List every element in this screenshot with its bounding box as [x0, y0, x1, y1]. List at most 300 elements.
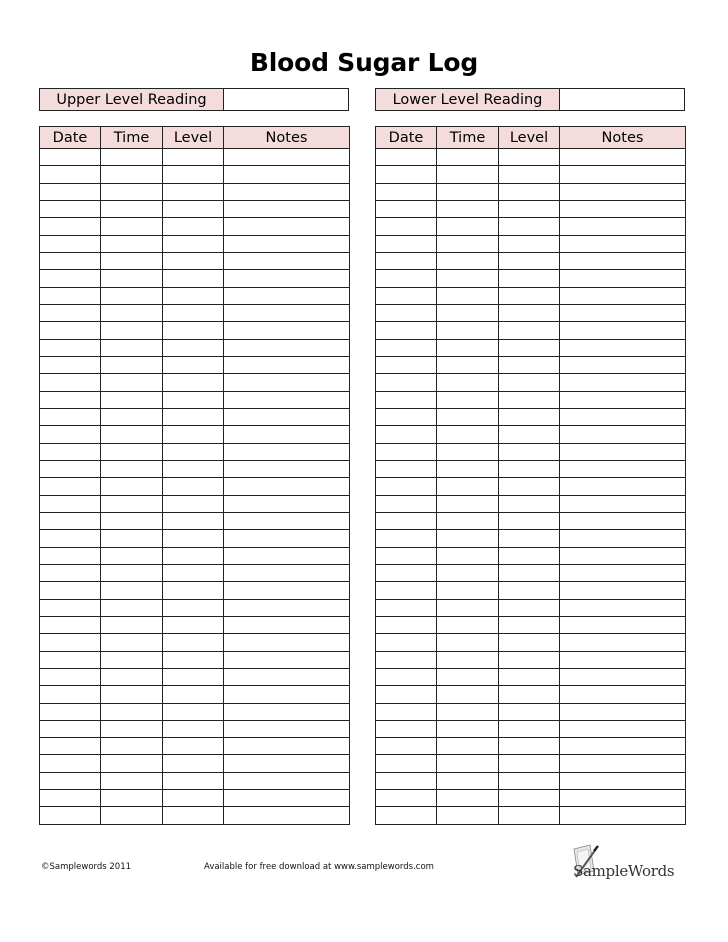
level-cell[interactable] [163, 183, 224, 200]
time-cell[interactable] [437, 166, 499, 183]
notes-cell[interactable] [560, 582, 686, 599]
time-cell[interactable] [437, 218, 499, 235]
time-cell[interactable] [101, 686, 163, 703]
time-cell[interactable] [101, 287, 163, 304]
level-cell[interactable] [499, 686, 560, 703]
time-cell[interactable] [101, 460, 163, 477]
time-cell[interactable] [101, 790, 163, 807]
time-cell[interactable] [101, 218, 163, 235]
date-cell[interactable] [376, 564, 437, 581]
time-cell[interactable] [437, 720, 499, 737]
time-cell[interactable] [437, 339, 499, 356]
level-cell[interactable] [163, 356, 224, 373]
date-cell[interactable] [376, 807, 437, 824]
notes-cell[interactable] [560, 200, 686, 217]
date-cell[interactable] [376, 738, 437, 755]
time-cell[interactable] [101, 374, 163, 391]
notes-cell[interactable] [224, 200, 350, 217]
level-cell[interactable] [499, 270, 560, 287]
notes-cell[interactable] [560, 530, 686, 547]
level-cell[interactable] [163, 460, 224, 477]
time-cell[interactable] [437, 547, 499, 564]
time-cell[interactable] [437, 322, 499, 339]
time-cell[interactable] [101, 495, 163, 512]
date-cell[interactable] [40, 738, 101, 755]
level-cell[interactable] [499, 807, 560, 824]
date-cell[interactable] [40, 149, 101, 166]
notes-cell[interactable] [560, 166, 686, 183]
notes-cell[interactable] [224, 634, 350, 651]
notes-cell[interactable] [560, 322, 686, 339]
date-cell[interactable] [40, 374, 101, 391]
level-cell[interactable] [499, 530, 560, 547]
level-cell[interactable] [163, 599, 224, 616]
date-cell[interactable] [40, 166, 101, 183]
level-cell[interactable] [499, 339, 560, 356]
level-cell[interactable] [163, 339, 224, 356]
notes-cell[interactable] [224, 738, 350, 755]
level-cell[interactable] [499, 374, 560, 391]
date-cell[interactable] [40, 772, 101, 789]
date-cell[interactable] [40, 530, 101, 547]
level-cell[interactable] [163, 252, 224, 269]
date-cell[interactable] [40, 582, 101, 599]
notes-cell[interactable] [224, 582, 350, 599]
date-cell[interactable] [40, 426, 101, 443]
date-cell[interactable] [376, 356, 437, 373]
notes-cell[interactable] [560, 720, 686, 737]
notes-cell[interactable] [560, 374, 686, 391]
notes-cell[interactable] [560, 287, 686, 304]
time-cell[interactable] [437, 668, 499, 685]
date-cell[interactable] [40, 252, 101, 269]
notes-cell[interactable] [224, 166, 350, 183]
level-cell[interactable] [499, 426, 560, 443]
level-cell[interactable] [499, 564, 560, 581]
date-cell[interactable] [40, 512, 101, 529]
time-cell[interactable] [101, 530, 163, 547]
time-cell[interactable] [101, 703, 163, 720]
time-cell[interactable] [101, 183, 163, 200]
notes-cell[interactable] [224, 391, 350, 408]
time-cell[interactable] [101, 304, 163, 321]
notes-cell[interactable] [224, 304, 350, 321]
date-cell[interactable] [40, 183, 101, 200]
notes-cell[interactable] [560, 460, 686, 477]
time-cell[interactable] [437, 530, 499, 547]
level-cell[interactable] [163, 270, 224, 287]
level-cell[interactable] [499, 651, 560, 668]
date-cell[interactable] [40, 686, 101, 703]
level-cell[interactable] [499, 790, 560, 807]
notes-cell[interactable] [224, 218, 350, 235]
date-cell[interactable] [40, 356, 101, 373]
notes-cell[interactable] [224, 408, 350, 425]
time-cell[interactable] [101, 270, 163, 287]
notes-cell[interactable] [560, 772, 686, 789]
notes-cell[interactable] [224, 720, 350, 737]
date-cell[interactable] [376, 582, 437, 599]
date-cell[interactable] [376, 270, 437, 287]
date-cell[interactable] [376, 287, 437, 304]
date-cell[interactable] [376, 755, 437, 772]
time-cell[interactable] [101, 755, 163, 772]
date-cell[interactable] [376, 235, 437, 252]
level-cell[interactable] [163, 478, 224, 495]
level-cell[interactable] [163, 200, 224, 217]
date-cell[interactable] [376, 634, 437, 651]
time-cell[interactable] [101, 772, 163, 789]
notes-cell[interactable] [560, 443, 686, 460]
notes-cell[interactable] [224, 270, 350, 287]
date-cell[interactable] [376, 668, 437, 685]
level-cell[interactable] [163, 547, 224, 564]
time-cell[interactable] [101, 547, 163, 564]
time-cell[interactable] [437, 252, 499, 269]
level-cell[interactable] [499, 478, 560, 495]
notes-cell[interactable] [224, 755, 350, 772]
level-cell[interactable] [163, 755, 224, 772]
level-cell[interactable] [499, 235, 560, 252]
date-cell[interactable] [40, 408, 101, 425]
date-cell[interactable] [40, 218, 101, 235]
notes-cell[interactable] [224, 495, 350, 512]
level-cell[interactable] [163, 564, 224, 581]
date-cell[interactable] [376, 478, 437, 495]
notes-cell[interactable] [224, 322, 350, 339]
notes-cell[interactable] [224, 530, 350, 547]
time-cell[interactable] [101, 582, 163, 599]
notes-cell[interactable] [560, 686, 686, 703]
date-cell[interactable] [40, 235, 101, 252]
date-cell[interactable] [376, 426, 437, 443]
level-cell[interactable] [163, 512, 224, 529]
notes-cell[interactable] [560, 391, 686, 408]
notes-cell[interactable] [560, 599, 686, 616]
notes-cell[interactable] [560, 738, 686, 755]
notes-cell[interactable] [224, 790, 350, 807]
level-cell[interactable] [499, 582, 560, 599]
time-cell[interactable] [437, 356, 499, 373]
date-cell[interactable] [40, 322, 101, 339]
date-cell[interactable] [376, 547, 437, 564]
notes-cell[interactable] [224, 287, 350, 304]
date-cell[interactable] [40, 547, 101, 564]
date-cell[interactable] [40, 304, 101, 321]
time-cell[interactable] [101, 512, 163, 529]
level-cell[interactable] [499, 443, 560, 460]
date-cell[interactable] [376, 304, 437, 321]
time-cell[interactable] [101, 322, 163, 339]
time-cell[interactable] [437, 755, 499, 772]
date-cell[interactable] [376, 200, 437, 217]
notes-cell[interactable] [560, 235, 686, 252]
level-cell[interactable] [499, 616, 560, 633]
time-cell[interactable] [101, 599, 163, 616]
date-cell[interactable] [40, 478, 101, 495]
level-cell[interactable] [163, 634, 224, 651]
notes-cell[interactable] [560, 218, 686, 235]
date-cell[interactable] [40, 807, 101, 824]
notes-cell[interactable] [224, 564, 350, 581]
level-cell[interactable] [499, 512, 560, 529]
level-cell[interactable] [163, 686, 224, 703]
date-cell[interactable] [40, 703, 101, 720]
date-cell[interactable] [40, 270, 101, 287]
time-cell[interactable] [437, 287, 499, 304]
level-cell[interactable] [163, 738, 224, 755]
level-cell[interactable] [163, 149, 224, 166]
time-cell[interactable] [437, 703, 499, 720]
notes-cell[interactable] [560, 252, 686, 269]
notes-cell[interactable] [224, 703, 350, 720]
time-cell[interactable] [437, 304, 499, 321]
level-cell[interactable] [499, 599, 560, 616]
time-cell[interactable] [437, 790, 499, 807]
level-cell[interactable] [499, 391, 560, 408]
level-cell[interactable] [163, 391, 224, 408]
upper-level-reading-field[interactable] [224, 89, 348, 110]
time-cell[interactable] [101, 200, 163, 217]
date-cell[interactable] [376, 443, 437, 460]
time-cell[interactable] [101, 616, 163, 633]
notes-cell[interactable] [560, 547, 686, 564]
notes-cell[interactable] [224, 478, 350, 495]
notes-cell[interactable] [224, 512, 350, 529]
notes-cell[interactable] [224, 616, 350, 633]
time-cell[interactable] [437, 564, 499, 581]
time-cell[interactable] [437, 408, 499, 425]
notes-cell[interactable] [560, 149, 686, 166]
time-cell[interactable] [437, 149, 499, 166]
level-cell[interactable] [163, 582, 224, 599]
date-cell[interactable] [376, 460, 437, 477]
notes-cell[interactable] [560, 339, 686, 356]
level-cell[interactable] [163, 790, 224, 807]
time-cell[interactable] [437, 599, 499, 616]
time-cell[interactable] [437, 772, 499, 789]
notes-cell[interactable] [560, 807, 686, 824]
time-cell[interactable] [437, 582, 499, 599]
date-cell[interactable] [376, 374, 437, 391]
time-cell[interactable] [437, 426, 499, 443]
level-cell[interactable] [499, 703, 560, 720]
date-cell[interactable] [40, 668, 101, 685]
date-cell[interactable] [376, 408, 437, 425]
date-cell[interactable] [376, 218, 437, 235]
notes-cell[interactable] [224, 668, 350, 685]
level-cell[interactable] [499, 356, 560, 373]
time-cell[interactable] [437, 443, 499, 460]
time-cell[interactable] [101, 426, 163, 443]
lower-level-reading-field[interactable] [560, 89, 684, 110]
time-cell[interactable] [437, 495, 499, 512]
date-cell[interactable] [376, 720, 437, 737]
notes-cell[interactable] [224, 807, 350, 824]
date-cell[interactable] [40, 720, 101, 737]
notes-cell[interactable] [224, 443, 350, 460]
level-cell[interactable] [163, 322, 224, 339]
date-cell[interactable] [40, 443, 101, 460]
notes-cell[interactable] [560, 183, 686, 200]
time-cell[interactable] [101, 564, 163, 581]
level-cell[interactable] [163, 530, 224, 547]
notes-cell[interactable] [560, 634, 686, 651]
date-cell[interactable] [40, 200, 101, 217]
time-cell[interactable] [101, 149, 163, 166]
date-cell[interactable] [376, 391, 437, 408]
notes-cell[interactable] [224, 149, 350, 166]
notes-cell[interactable] [560, 651, 686, 668]
date-cell[interactable] [376, 530, 437, 547]
time-cell[interactable] [437, 460, 499, 477]
date-cell[interactable] [40, 616, 101, 633]
level-cell[interactable] [163, 235, 224, 252]
notes-cell[interactable] [560, 270, 686, 287]
time-cell[interactable] [101, 807, 163, 824]
level-cell[interactable] [163, 807, 224, 824]
level-cell[interactable] [163, 166, 224, 183]
time-cell[interactable] [437, 235, 499, 252]
date-cell[interactable] [376, 495, 437, 512]
time-cell[interactable] [437, 686, 499, 703]
level-cell[interactable] [499, 772, 560, 789]
time-cell[interactable] [437, 478, 499, 495]
level-cell[interactable] [499, 183, 560, 200]
level-cell[interactable] [499, 495, 560, 512]
date-cell[interactable] [40, 790, 101, 807]
date-cell[interactable] [376, 616, 437, 633]
time-cell[interactable] [437, 807, 499, 824]
date-cell[interactable] [376, 686, 437, 703]
date-cell[interactable] [40, 339, 101, 356]
date-cell[interactable] [376, 599, 437, 616]
time-cell[interactable] [437, 374, 499, 391]
notes-cell[interactable] [560, 426, 686, 443]
notes-cell[interactable] [560, 408, 686, 425]
date-cell[interactable] [376, 166, 437, 183]
notes-cell[interactable] [224, 651, 350, 668]
time-cell[interactable] [101, 668, 163, 685]
time-cell[interactable] [437, 270, 499, 287]
date-cell[interactable] [376, 322, 437, 339]
notes-cell[interactable] [224, 460, 350, 477]
level-cell[interactable] [499, 738, 560, 755]
level-cell[interactable] [499, 287, 560, 304]
time-cell[interactable] [101, 391, 163, 408]
date-cell[interactable] [40, 564, 101, 581]
notes-cell[interactable] [560, 478, 686, 495]
notes-cell[interactable] [224, 339, 350, 356]
level-cell[interactable] [163, 772, 224, 789]
level-cell[interactable] [163, 218, 224, 235]
notes-cell[interactable] [224, 183, 350, 200]
notes-cell[interactable] [560, 668, 686, 685]
time-cell[interactable] [101, 634, 163, 651]
time-cell[interactable] [437, 200, 499, 217]
notes-cell[interactable] [560, 703, 686, 720]
notes-cell[interactable] [560, 564, 686, 581]
date-cell[interactable] [40, 287, 101, 304]
level-cell[interactable] [163, 443, 224, 460]
level-cell[interactable] [499, 218, 560, 235]
level-cell[interactable] [163, 668, 224, 685]
notes-cell[interactable] [560, 304, 686, 321]
time-cell[interactable] [101, 443, 163, 460]
date-cell[interactable] [40, 599, 101, 616]
notes-cell[interactable] [224, 356, 350, 373]
level-cell[interactable] [499, 460, 560, 477]
time-cell[interactable] [437, 391, 499, 408]
time-cell[interactable] [101, 478, 163, 495]
level-cell[interactable] [499, 755, 560, 772]
date-cell[interactable] [376, 339, 437, 356]
date-cell[interactable] [40, 460, 101, 477]
time-cell[interactable] [101, 356, 163, 373]
level-cell[interactable] [499, 634, 560, 651]
level-cell[interactable] [499, 720, 560, 737]
notes-cell[interactable] [560, 512, 686, 529]
date-cell[interactable] [40, 651, 101, 668]
date-cell[interactable] [376, 651, 437, 668]
date-cell[interactable] [40, 634, 101, 651]
notes-cell[interactable] [560, 616, 686, 633]
time-cell[interactable] [101, 339, 163, 356]
level-cell[interactable] [163, 703, 224, 720]
level-cell[interactable] [499, 547, 560, 564]
time-cell[interactable] [437, 512, 499, 529]
time-cell[interactable] [437, 183, 499, 200]
date-cell[interactable] [376, 772, 437, 789]
date-cell[interactable] [376, 790, 437, 807]
level-cell[interactable] [499, 200, 560, 217]
notes-cell[interactable] [560, 755, 686, 772]
notes-cell[interactable] [224, 235, 350, 252]
notes-cell[interactable] [224, 252, 350, 269]
notes-cell[interactable] [560, 495, 686, 512]
time-cell[interactable] [101, 166, 163, 183]
date-cell[interactable] [376, 183, 437, 200]
time-cell[interactable] [101, 235, 163, 252]
level-cell[interactable] [499, 252, 560, 269]
date-cell[interactable] [376, 703, 437, 720]
time-cell[interactable] [437, 651, 499, 668]
time-cell[interactable] [101, 252, 163, 269]
level-cell[interactable] [499, 166, 560, 183]
level-cell[interactable] [163, 287, 224, 304]
notes-cell[interactable] [560, 356, 686, 373]
level-cell[interactable] [163, 426, 224, 443]
level-cell[interactable] [499, 408, 560, 425]
time-cell[interactable] [101, 738, 163, 755]
time-cell[interactable] [101, 651, 163, 668]
time-cell[interactable] [101, 408, 163, 425]
level-cell[interactable] [499, 149, 560, 166]
notes-cell[interactable] [224, 426, 350, 443]
notes-cell[interactable] [224, 686, 350, 703]
notes-cell[interactable] [224, 547, 350, 564]
level-cell[interactable] [499, 322, 560, 339]
level-cell[interactable] [163, 495, 224, 512]
time-cell[interactable] [101, 720, 163, 737]
level-cell[interactable] [163, 374, 224, 391]
level-cell[interactable] [163, 408, 224, 425]
notes-cell[interactable] [224, 599, 350, 616]
date-cell[interactable] [40, 755, 101, 772]
notes-cell[interactable] [224, 374, 350, 391]
time-cell[interactable] [437, 738, 499, 755]
date-cell[interactable] [376, 512, 437, 529]
